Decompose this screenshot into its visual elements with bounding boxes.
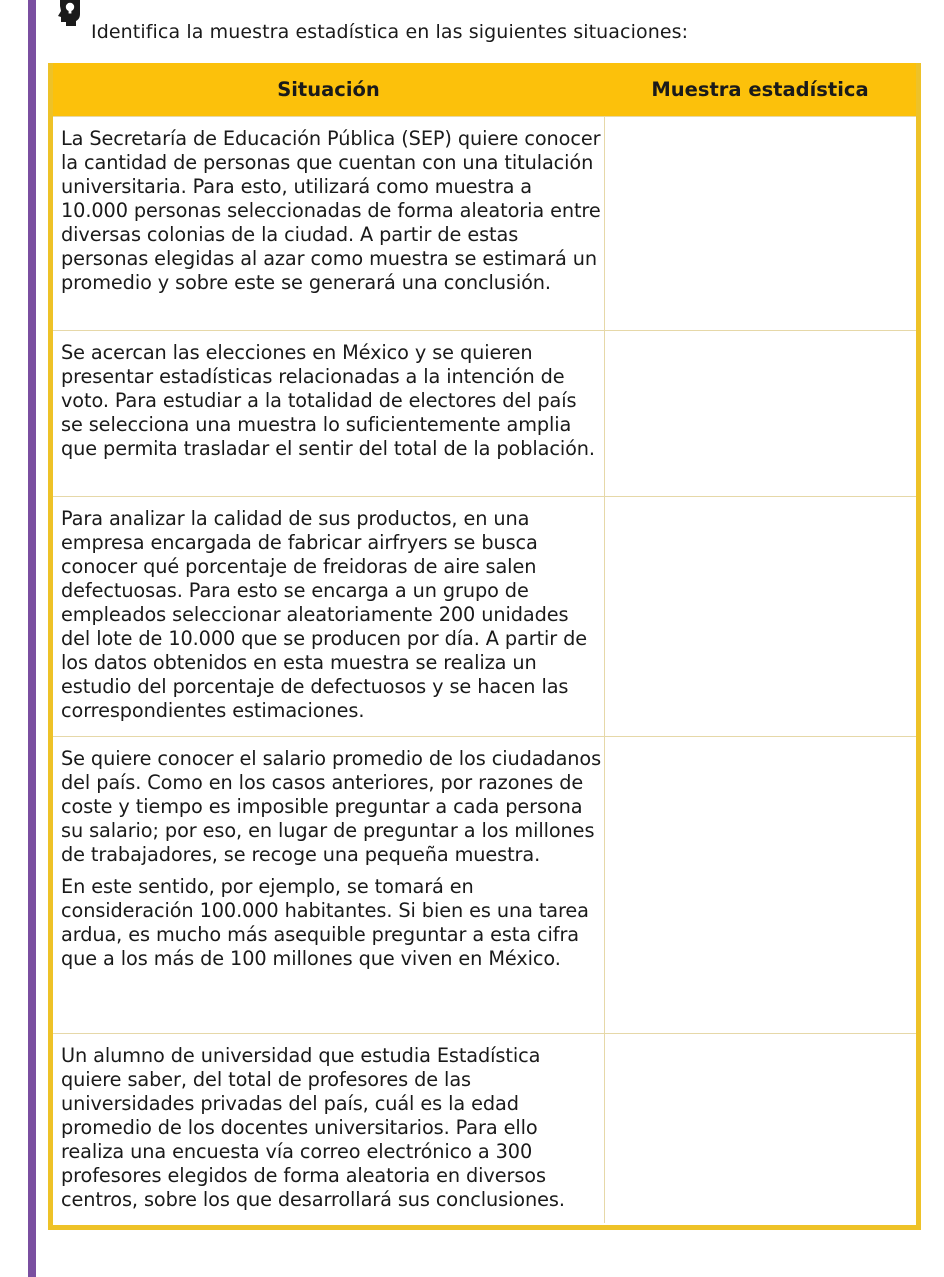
side-accent-bar: [28, 0, 36, 1277]
situation-cell: [53, 1033, 604, 1223]
table-row: [53, 1033, 916, 1223]
head-lightbulb-icon: [52, 0, 86, 30]
situation-text: Un alumno de universidad que estudia Estadística quiere saber, del total de profesores de las universidades privadas del país, cuál es la edad promedio de los docentes universitarios. Para ello realiza una encuesta vía correo electrónico a 300 profesores elegidos de forma aleatoria en diversos centros, sobre los que desarrollará sus conclusiones.: [61, 1043, 565, 1211]
situations-table: [48, 63, 921, 1230]
answer-cell[interactable]: [604, 116, 916, 330]
table-row: [53, 496, 916, 736]
situation-cell: [53, 496, 604, 736]
table-row: [53, 330, 916, 496]
situation-cell: [53, 116, 604, 330]
situation-text: Se quiere conocer el salario promedio de los ciudadanos del país. Como en los casos anteriores, por razones de coste y tiempo es imposible preguntar a cada persona su salario; por eso, en lugar de preguntar a los millones de trabajadores, se recoge una pequeña muestra.: [61, 746, 602, 866]
answer-cell[interactable]: [604, 330, 916, 496]
situation-cell: [53, 736, 604, 1033]
situation-text: Se acercan las elecciones en México y se quieren presentar estadísticas relacionadas a la intención de voto. Para estudiar a la totalidad de electores del país se selecciona una muestra lo suficientemente amplia que permita trasladar el sentir del total de la población.: [61, 340, 595, 460]
situation-text: La Secretaría de Educación Pública (SEP) quiere conocer la cantidad de personas que cuentan con una titulación universitaria. Para esto, utilizará como muestra a 10.000 personas seleccionadas de forma aleatoria entre diversas colonias de la ciudad. A partir de estas personas elegidas al azar como muestra se estimará un promedio y sobre este se generará una conclusión.: [61, 126, 601, 294]
answer-cell[interactable]: [604, 496, 916, 736]
instruction-text: Identifica la muestra estadística en las siguientes situaciones:: [91, 21, 689, 43]
header-situacion: Situación: [53, 63, 604, 116]
answer-cell[interactable]: [604, 736, 916, 1033]
header-muestra: Muestra estadística: [604, 63, 916, 116]
table-row: [53, 736, 916, 1033]
situation-text: Para analizar la calidad de sus productos, en una empresa encargada de fabricar airfryers se busca conocer qué porcentaje de freidoras de aire salen defectuosas. Para esto se encarga a un grupo de empleados seleccionar aleatoriamente 200 unidades del lote de 10.000 que se producen por día. A partir de los datos obtenidos en esta muestra se realiza un estudio del porcentaje de defectuosos y se hacen las correspondientes estimaciones.: [61, 506, 588, 722]
answer-cell[interactable]: [604, 1033, 916, 1223]
situation-cell: [53, 330, 604, 496]
situation-text: En este sentido, por ejemplo, se tomará en consideración 100.000 habitantes. Si bien es una tarea ardua, es mucho más asequible preguntar a esta cifra que a los más de 100 millones que viven en México.: [61, 874, 589, 970]
table-header-row: [53, 63, 916, 116]
table-row: [53, 116, 916, 330]
